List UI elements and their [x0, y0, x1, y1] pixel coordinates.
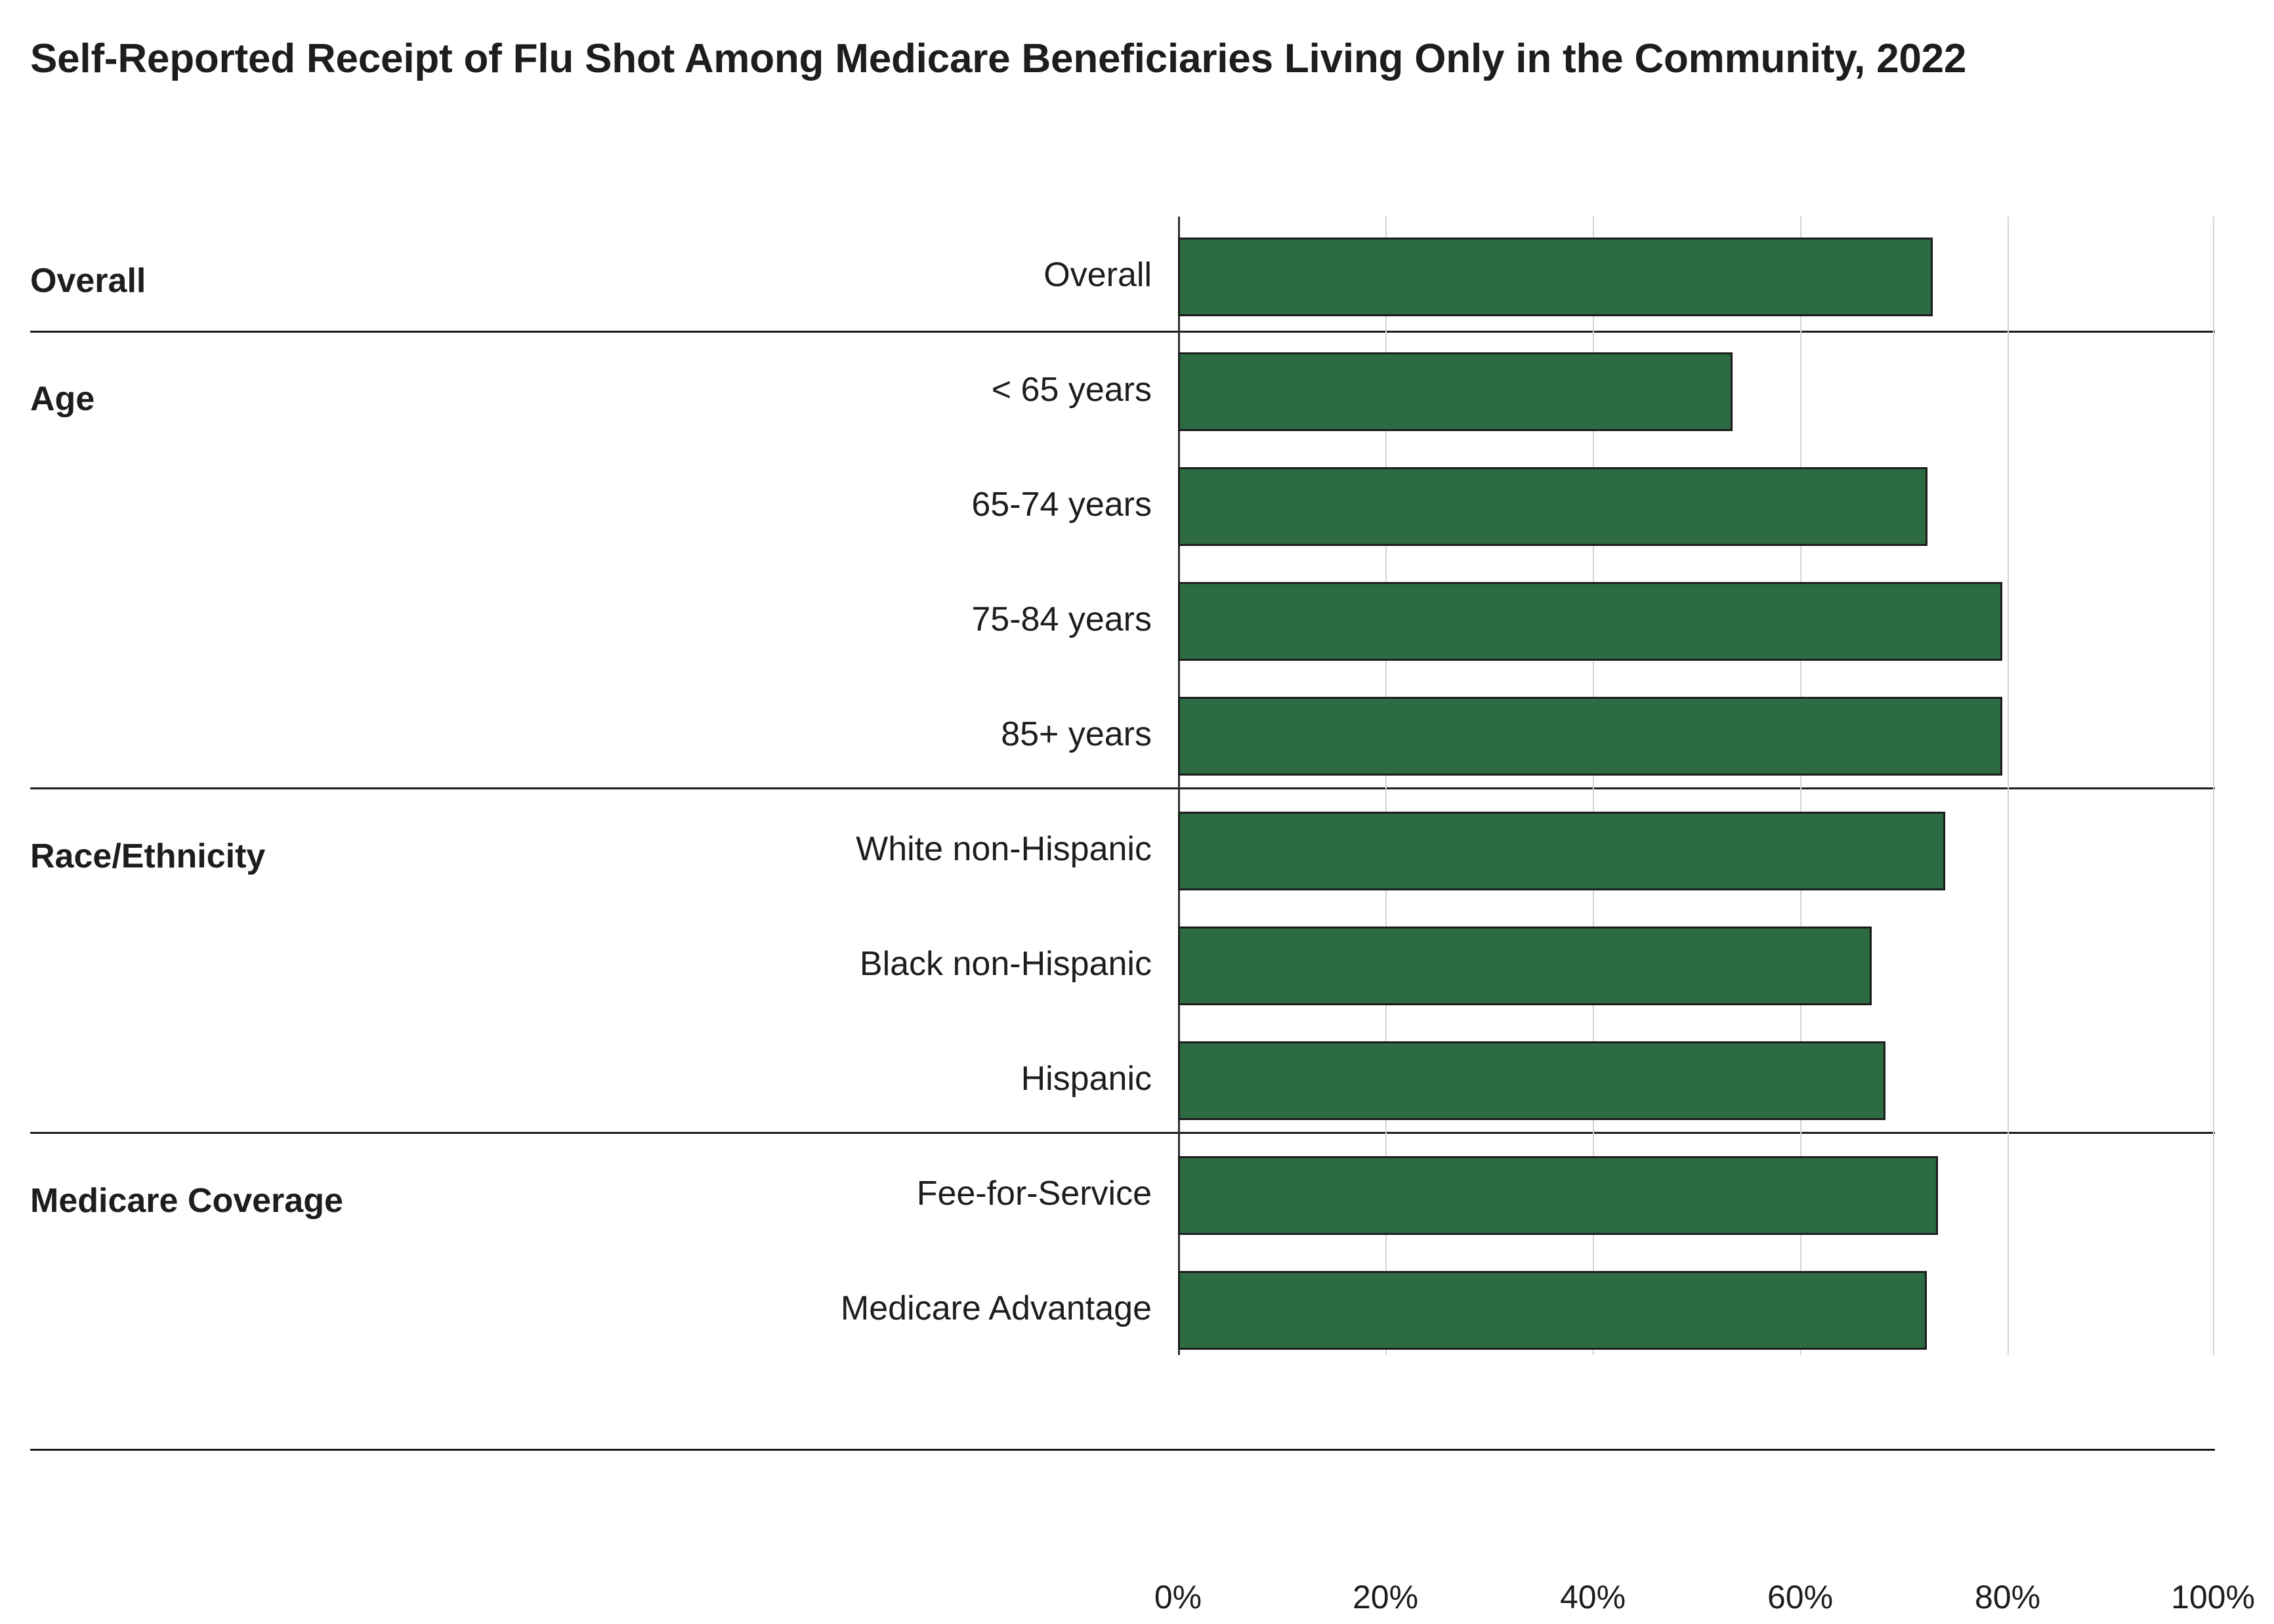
x-tick-60: 60% — [1767, 1579, 1834, 1615]
group-separator — [30, 1449, 2215, 1451]
tick-label-under-65: < 65 years — [991, 371, 1152, 409]
bar-hispanic — [1178, 1041, 1885, 1120]
tick-label-white-non-hispanic: White non-Hispanic — [856, 830, 1152, 868]
bar-65-74 — [1178, 467, 1927, 546]
bar-row — [1178, 467, 2215, 546]
group-label-race: Race/Ethnicity — [30, 837, 266, 875]
group-label-age: Age — [30, 380, 95, 418]
group-label-coverage: Medicare Coverage — [30, 1182, 343, 1220]
bar-row — [1178, 352, 2215, 431]
bar-row — [1178, 238, 2215, 316]
bar-black-non-hispanic — [1178, 927, 1872, 1005]
bar-row — [1178, 812, 2215, 890]
bar-85-plus — [1178, 697, 2002, 776]
group-label-overall: Overall — [30, 262, 146, 300]
bar-under-65 — [1178, 352, 1733, 431]
bar-row — [1178, 697, 2215, 776]
bar-row — [1178, 1041, 2215, 1120]
x-tick-80: 80% — [1974, 1579, 2041, 1615]
tick-label-85-plus: 85+ years — [1001, 715, 1152, 753]
tick-label-75-84: 75-84 years — [971, 600, 1152, 638]
tick-label-hispanic: Hispanic — [1021, 1060, 1152, 1098]
tick-label-black-non-hispanic: Black non-Hispanic — [859, 945, 1152, 983]
tick-label-65-74: 65-74 years — [971, 486, 1152, 524]
bar-overall — [1178, 238, 1933, 316]
bar-row — [1178, 582, 2215, 661]
plot-area — [1178, 217, 2215, 1355]
x-tick-40: 40% — [1559, 1579, 1626, 1615]
tick-label-medicare-advantage: Medicare Advantage — [840, 1289, 1152, 1327]
bar-fee-for-service — [1178, 1156, 1938, 1235]
bar-chart — [0, 210, 2274, 1615]
tick-label-fee-for-service: Fee-for-Service — [916, 1175, 1152, 1213]
bar-row — [1178, 1156, 2215, 1235]
bar-medicare-advantage — [1178, 1271, 1927, 1350]
x-tick-20: 20% — [1352, 1579, 1419, 1615]
bar-row — [1178, 1271, 2215, 1350]
x-tick-0: 0% — [1154, 1579, 1202, 1615]
bar-row — [1178, 927, 2215, 1005]
page-title: Self-Reported Receipt of Flu Shot Among Medicare Beneficiaries Living Only in the Community, 2022 — [30, 36, 1967, 81]
bar-white-non-hispanic — [1178, 812, 1945, 890]
x-tick-100: 100% — [2171, 1579, 2255, 1615]
tick-label-overall: Overall — [1043, 256, 1152, 294]
bar-75-84 — [1178, 582, 2002, 661]
